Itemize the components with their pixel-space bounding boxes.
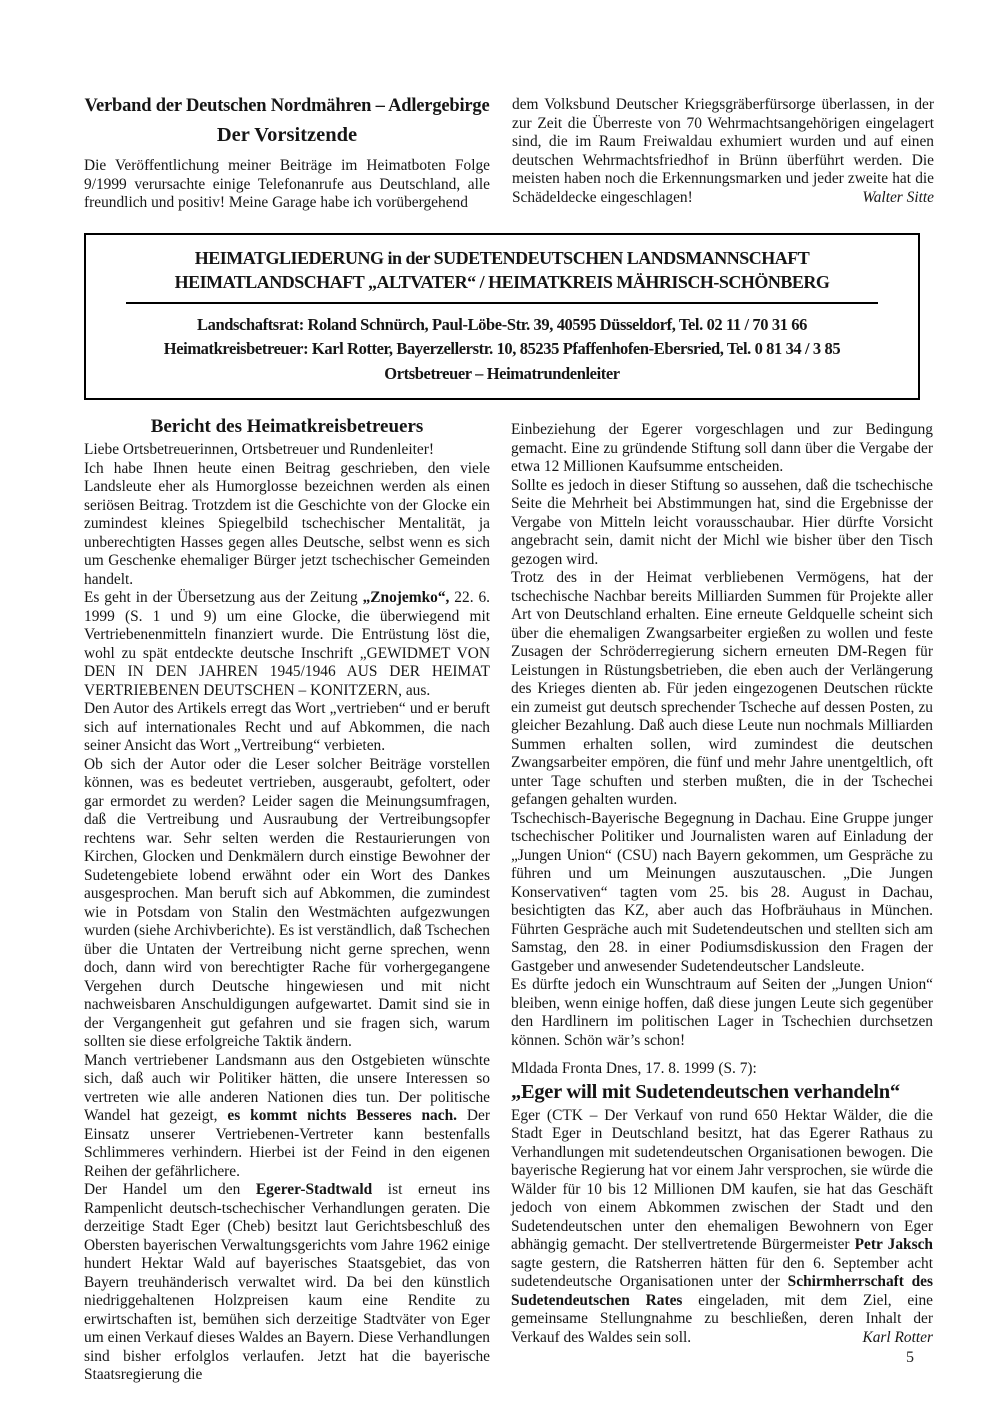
box-title-line2: HEIMATLANDSCHAFT „ALTVATER“ / HEIMATKREIS MÄHRISCH-SCHÖNBERG: [174, 271, 830, 292]
left-paragraph: [84, 1052, 490, 1182]
right-paragraph: [511, 421, 933, 477]
top-section: [84, 96, 934, 213]
text-segment: sagte gestern, die Ratsherren hätten für den 6. September acht sudetendeutsche Organisationen unter der: [511, 1254, 933, 1290]
author-signature-walter-sitte: Walter Sitte: [862, 188, 934, 206]
article-intro-paragraph: [84, 157, 490, 213]
heimatgliederung-box: [84, 233, 920, 401]
box-title: [104, 246, 900, 294]
text-segment: Manch vertriebener Landsmann aus den Ostgebieten wünschte sich, daß auch wir Politiker hätten, die unsere Interessen so vertreten wie alle anderen Nationen dies tun. Der politische Wandel hat gezeigt,: [84, 1051, 490, 1124]
left-paragraph: [84, 441, 490, 460]
contact-line-landschaftsrat: Landschaftsrat: Roland Schnürch, Paul-Löbe-Str. 39, 40595 Düsseldorf, Tel. 02 11 / 70 31 66: [197, 314, 807, 334]
text-segment: Ob sich der Autor oder die Leser solcher Beiträge vorstellen können, was es bedeutet vertrieben, ausgeraubt, gefoltert, oder gar ermordet zu werden? Leider sagen die Meinungsumfragen, daß die Vertreibung und Ausraubung der Vertreibungsopfer rechtens war. Sehr selten werden die Restaurierungen von Kirchen, Glocken und Denkmälern durch einstige Bewohner der Sudetengebiete lobend erwähnt oder ein Wort des Dankes ausgesprochen. Man beruft sich auf Abkommen, die zumindest wie in Potsdam von Stalin den Westmächten aufgezwungen wurden (siehe Archivberichte). Es ist verständlich, daß Tschechen über die Untaten der Vertreibung nicht gerne sprechen, wenn doch, dann wird von berechtigter Rache für vorhergegangene Vergehen durch Deutsche hingewiesen und mit nicht nachweisbaren Anschuldigungen aufgewartet. Damit sind sie in der Vergangenheit gut gefahren und sie fragen sich, warum sollten sie diese erfolgreiche Taktik ändern.: [84, 755, 490, 1050]
right-column: [511, 416, 933, 1385]
left-paragraph: [84, 700, 490, 756]
article-continuation-paragraph: [512, 96, 934, 207]
text-segment: ist erneut ins Rampenlicht deutsch-tschechischer Verhandlungen geraten. Die derzeitige Stadt Eger (Cheb) besitzt laut Gerichtsbeschluß des Obersten bayerischen Verwaltungsgerichts vom Jahre 1962 einige hundert Hektar Wald auf bayerisches Staatsgebiet, das von Bayern treuhänderisch verwaltet wird. Da bei den künstlich niedriggehaltenen Holzpreisen kaum eine Rendite zu erwirtschaften ist, bemühen sich derzeitige Stadtväter von Eger um einen Verkauf dieses Waldes an Bayern. Diese Verhandlungen sind bisher erfolglos verlaufen. Jetzt hat die bayerische Staatsregierung die: [84, 1181, 491, 1383]
report-heading: Bericht des Heimatkreisbetreuers: [150, 416, 424, 437]
text-segment: Trotz des in der Heimat verbliebenen Vermögens, hat der tschechische Nachbar bereits Milliarden Summen für Projekte aller Art von Deutschland erhalten. Eine erneute Geldquelle scheint sich über die ehemaligen Zwangsarbeiter ergießen zu wollen und feste Zusagen der Schröderregierung sichern erneuten DM-Regen für Leistungen in Rüstungsbetrieben, die eben auch der Verlängerung des Krieges dienten ab. Für jeden eingezogenen Deutschen rückte ein zumeist gut deutsch sprechender Tscheche auf dessen Posten, zu gleicher Bezahlung. Daß auch diese Leute nun nochmals Milliarden Summen erhalten sollen, wird zumindest die deutschen Zwangsarbeiter empören, die fünf und mehr Jahre unentgeltlich, oft unter Tage schuften und sterben mußten, die in der Tschechei gefangen gehalten wurden.: [511, 569, 933, 808]
text-segment: dem Volksbund Deutscher Kriegsgräberfürsorge überlassen, in der zur Zeit die Überreste von 70 Wehrmachtsangehörigen eingelagert sind, die im Raum Freiwaldau exhumiert wurden und auf einen deutschen Wehrmachtsfriedhof in Brünn überführt werden. Die meisten haben noch die Erkennungsmarken und jeder zweite hat die Schädeldecke eingeschlagen!: [512, 96, 934, 206]
eger-headline: „Eger will mit Sudetendeutschen verhandeln“: [511, 1080, 900, 1103]
left-paragraph: [84, 756, 490, 1052]
text-segment: Egerer-Stadtwald: [255, 1181, 373, 1198]
left-paragraph: [84, 589, 490, 700]
left-column: [84, 416, 490, 1385]
body-columns: [84, 416, 934, 1385]
right-paragraph: [511, 810, 933, 977]
article-title-line1: Verband der Deutschen Nordmähren – Adlergebirge: [84, 96, 490, 116]
text-segment: Der Einsatz unserer Vertriebenen-Vertreter kann bestenfalls Schlimmeres verhindern. Hierbei ist der Feind in den eigenen Reihen der gefährlichere.: [84, 1107, 490, 1180]
author-signature-karl-rotter: Karl Rotter: [862, 1328, 933, 1346]
top-article-left: [84, 96, 490, 213]
left-paragraph: [84, 1181, 490, 1385]
top-article-right: [512, 96, 934, 213]
text-segment: Es geht in der Übersetzung aus der Zeitung: [84, 589, 363, 606]
text-segment: Sollte es jedoch in dieser Stiftung so aussehen, daß die tschechische Seite die Mehrheit bei Abstimmungen hat, sind die Ergebnisse der Vergabe von Mitteln leicht vorausschaubar. Hier dürfte Vorsicht angebracht sein, damit nicht der Michl wie bisher über den Tisch gezogen wird.: [511, 476, 933, 568]
text-segment: Petr Jaksch: [854, 1236, 933, 1253]
contact-line-ortsbetreuer: Ortsbetreuer – Heimatrundenleiter: [384, 363, 620, 383]
box-divider-rule: [126, 302, 878, 304]
page-number: 5: [906, 1349, 914, 1366]
text-segment: Tschechisch-Bayerische Begegnung in Dachau. Eine Gruppe junger tschechischer Politiker und Journalisten waren auf Einladung der „Jungen Union“ (CSU) nach Bayern gekommen, um Gespräche zu führen und um Meinungen auszutauschen. „Die Jungen Konservativen“ tagten vom 25. bis 28. August in Dachau, besichtigten das KZ, aber auch das Hofbräuhaus in München. Führten Gespräche auch mit Sudetendeutschen und stellten sich am Samstag, den 28. in einer Podiumsdiskussion den Fragen der Gastgeber und anwesender Sudetendeutscher Landsleute.: [511, 809, 933, 975]
text-segment: Schirmherrschaft des Sudetendeutschen Rates: [511, 1273, 934, 1309]
box-title-line1: HEIMATGLIEDERUNG in der SUDETENDEUTSCHEN LANDSMANNSCHAFT: [194, 247, 810, 268]
right-paragraph: [511, 477, 933, 570]
text-segment: es kommt nichts Besseres nach.: [227, 1107, 457, 1124]
text-segment: Eger (CTK – Der Verkauf von rund 650 Hektar Wälder, die die Stadt Eger in Deutschland besitzt, hat das Egerer Rathaus zu Verhandlungen mit sudetendeutschen Organisationen bewogen. Die bayerische Regierung hat vor einem Jahr versprochen, sie würde die Wälder für 10 bis 12 Millionen DM kaufen, sie hat das Geschäft jedoch von einem Abkommen zwischen der Stadt und den Sudetendeutschen unter den ehemaligen Bewohnern von Eger abhängig gemacht. Der stellvertretende Bürgermeister: [511, 1106, 933, 1253]
source-citation: Mldada Fronta Dnes, 17. 8. 1999 (S. 7):: [511, 1060, 757, 1077]
article-title-line2: Der Vorsitzende: [216, 124, 358, 146]
text-segment: Ich habe Ihnen heute einen Beitrag geschrieben, den viele Landsleute eher als Humorglosse bezeichnen werden als einen seriösen Beitrag. Trotzdem ist die Geschichte von der Glocke ein zumindest kleines Spiegelbild tschechischer Mentalität, ja unberechtigten Hasses gegen alles Deutsche, selbst wenn es sich um Geschenke ehemaliger Bürger jetzt tschechischer Gemeinden handelt.: [84, 459, 490, 588]
contact-line-heimatkreisbetreuer: Heimatkreisbetreuer: Karl Rotter, Bayerzellerstr. 10, 85235 Pfaffenhofen-Ebersried, Tel. 0 81 34 / 3 85: [163, 339, 841, 358]
text-segment: eingeladen, mit dem Ziel, eine gemeinsame Stellungnahme zu beschließen, deren Inhalt der Verkauf des Waldes sein soll.: [511, 1291, 933, 1346]
text-segment: 22. 6. 1999 (S. 1 und 9) um eine Glocke, die überwiegend mit Vertriebenenmitteln finanziert wurde. Die Entrüstung löst die, wohl zu spät entdeckte deutsche Inschrift „GEWIDMET VON DEN IN DEN JAHREN 1945/1946 AUS DER HEIMAT VERTRIEBENEN DEUTSCHEN – KONITZERN, aus.: [84, 589, 490, 699]
text-segment: Es dürfte jedoch ein Wunschtraum auf Seiten der „Jungen Union“ bleiben, wenn einige hoffen, daß diese jungen Leute sich gegenüber den Hardlinern im politischen Lager in Tschechien durchsetzen können. Schön wär’s schon!: [511, 976, 933, 1049]
text-segment: Einbeziehung der Egerer vorgeschlagen und zur Bedingung gemacht. Eine zu gründende Stiftung soll dann über die Vergabe der etwa 12 Millionen Kaufsumme entscheiden.: [511, 421, 933, 475]
text-segment: „Znojemko“,: [362, 589, 450, 606]
text-segment: Liebe Ortsbetreuerinnen, Ortsbetreuer und Rundenleiter!: [84, 441, 435, 458]
text-segment: Den Autor des Artikels erregt das Wort „vertrieben“ und er beruft sich auf internationales Recht und auf Abkommen, die nach seiner Ansicht das Wort „Vertreibung“ verbieten.: [84, 700, 490, 754]
right-paragraph: [511, 976, 933, 1050]
right-paragraph: [511, 569, 933, 810]
text-segment: Der Handel um den: [84, 1181, 256, 1198]
eger-article-paragraph: [511, 1107, 933, 1348]
text-segment: Die Veröffentlichung meiner Beiträge im Heimatboten Folge 9/1999 verursachte einige Telefonanrufe aus Deutschland, alle freundlich und positiv! Meine Garage habe ich vorübergehend: [84, 157, 490, 211]
left-paragraph: [84, 460, 490, 590]
box-contacts: [104, 313, 900, 387]
